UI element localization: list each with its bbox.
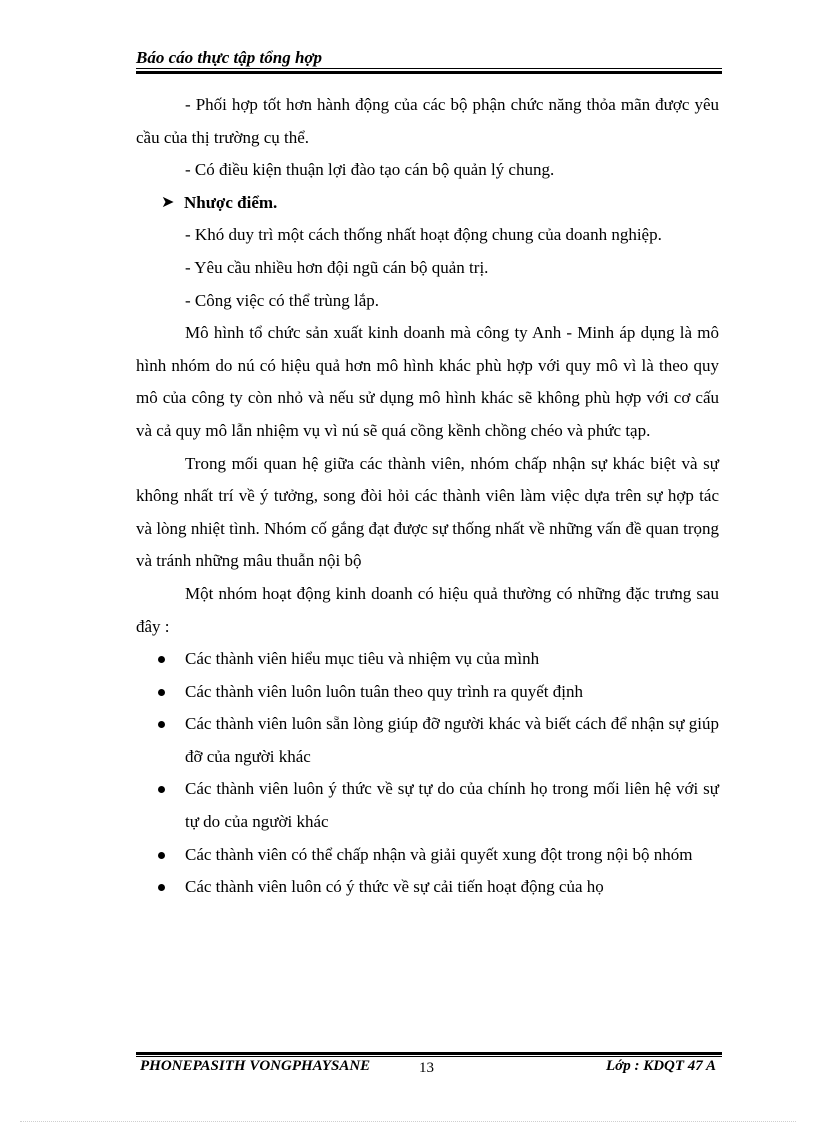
list-item-text: Các thành viên hiểu mục tiêu và nhiệm vụ của mình: [185, 649, 540, 669]
list-item-text: Các thành viên luôn luôn tuân theo quy trình ra quyết định: [185, 681, 584, 701]
bullet-dot-icon: [158, 721, 165, 728]
disadvantage-line-3: - Công việc có thể trùng lắp.: [185, 290, 380, 310]
paragraph-characteristics: Một nhóm hoạt động kinh doanh có hiệu quả thường có những đặc trưng sau đây :: [136, 583, 719, 636]
bullet-dot-icon: [158, 884, 165, 891]
header-title: Báo cáo thực tập tổng hợp: [136, 48, 323, 67]
footer-divider-thin: [136, 1056, 722, 1057]
header-divider-thin: [136, 68, 722, 69]
page-body: [136, 89, 719, 904]
list-item-text: Các thành viên luôn ý thức về sự tự do của chính họ trong mối liên hệ với sự tự do của người khác: [185, 779, 719, 832]
bullet-dot-icon: [158, 656, 165, 663]
list-item: [136, 839, 719, 872]
bullet-dot-icon: [158, 786, 165, 793]
footer-author: PHONEPASITH VONGPHAYSANE: [140, 1058, 371, 1074]
footer-divider-thick: [136, 1052, 722, 1055]
disadvantages-heading-text: Nhược điểm.: [184, 192, 278, 212]
page-edge-divider: [20, 1121, 796, 1122]
advantage-line-2: - Có điều kiện thuận lợi đào tạo cán bộ quản lý chung.: [185, 160, 555, 180]
list-item: [136, 708, 719, 773]
advantage-line-1: - Phối hợp tốt hơn hành động của các bộ phận chức năng thỏa mãn được yêu cầu của thị trường cụ thể.: [136, 95, 719, 147]
list-item: [136, 676, 719, 709]
disadvantage-line-2: - Yêu cầu nhiều hơn đội ngũ cán bộ quản trị.: [185, 257, 489, 277]
bullet-dot-icon: [158, 852, 165, 859]
paragraph-relations: Trong mối quan hệ giữa các thành viên, nhóm chấp nhận sự khác biệt và sự không nhất trí về ý tưởng, song đòi hỏi các thành viên làm việc dựa trên sự hợp tác và lòng nhiệt tình. Nhóm cố gắng đạt được sự thống nhất về những vấn đề quan trọng và tránh những mâu thuẫn nội bộ: [136, 453, 719, 571]
list-item: [136, 773, 719, 838]
arrow-bullet-icon: ➤: [161, 193, 175, 211]
list-item-text: Các thành viên luôn sẵn lòng giúp đỡ người khác và biết cách để nhận sự giúp đỡ của người khác: [185, 714, 719, 766]
page-number: 13: [419, 1060, 434, 1076]
paragraph-model: Mô hình tổ chức sản xuất kinh doanh mà công ty Anh - Minh áp dụng là mô hình nhóm do nú có hiệu quả hơn mô hình khác phù hợp với quy mô vì là theo quy mô của công ty còn nhỏ và nếu sử dụng mô hình khác sẽ không phù hợp với cơ cấu và cả quy mô lẫn nhiệm vụ vì nú sẽ quá cồng kềnh chồng chéo và phức tạp.: [136, 323, 719, 440]
list-item: [136, 871, 719, 904]
header-divider-thick: [136, 71, 722, 74]
list-item-text: Các thành viên luôn có ý thức về sự cải tiến hoạt động của họ: [185, 877, 604, 897]
list-item: [136, 643, 719, 676]
footer-class-label: Lớp : KDQT 47 A: [606, 1058, 716, 1074]
bullet-dot-icon: [158, 689, 165, 696]
disadvantages-heading: [136, 187, 719, 220]
disadvantage-line-1: - Khó duy trì một cách thống nhất hoạt động chung của doanh nghiệp.: [185, 225, 662, 245]
list-item-text: Các thành viên có thể chấp nhận và giải quyết xung đột trong nội bộ nhóm: [185, 844, 693, 864]
